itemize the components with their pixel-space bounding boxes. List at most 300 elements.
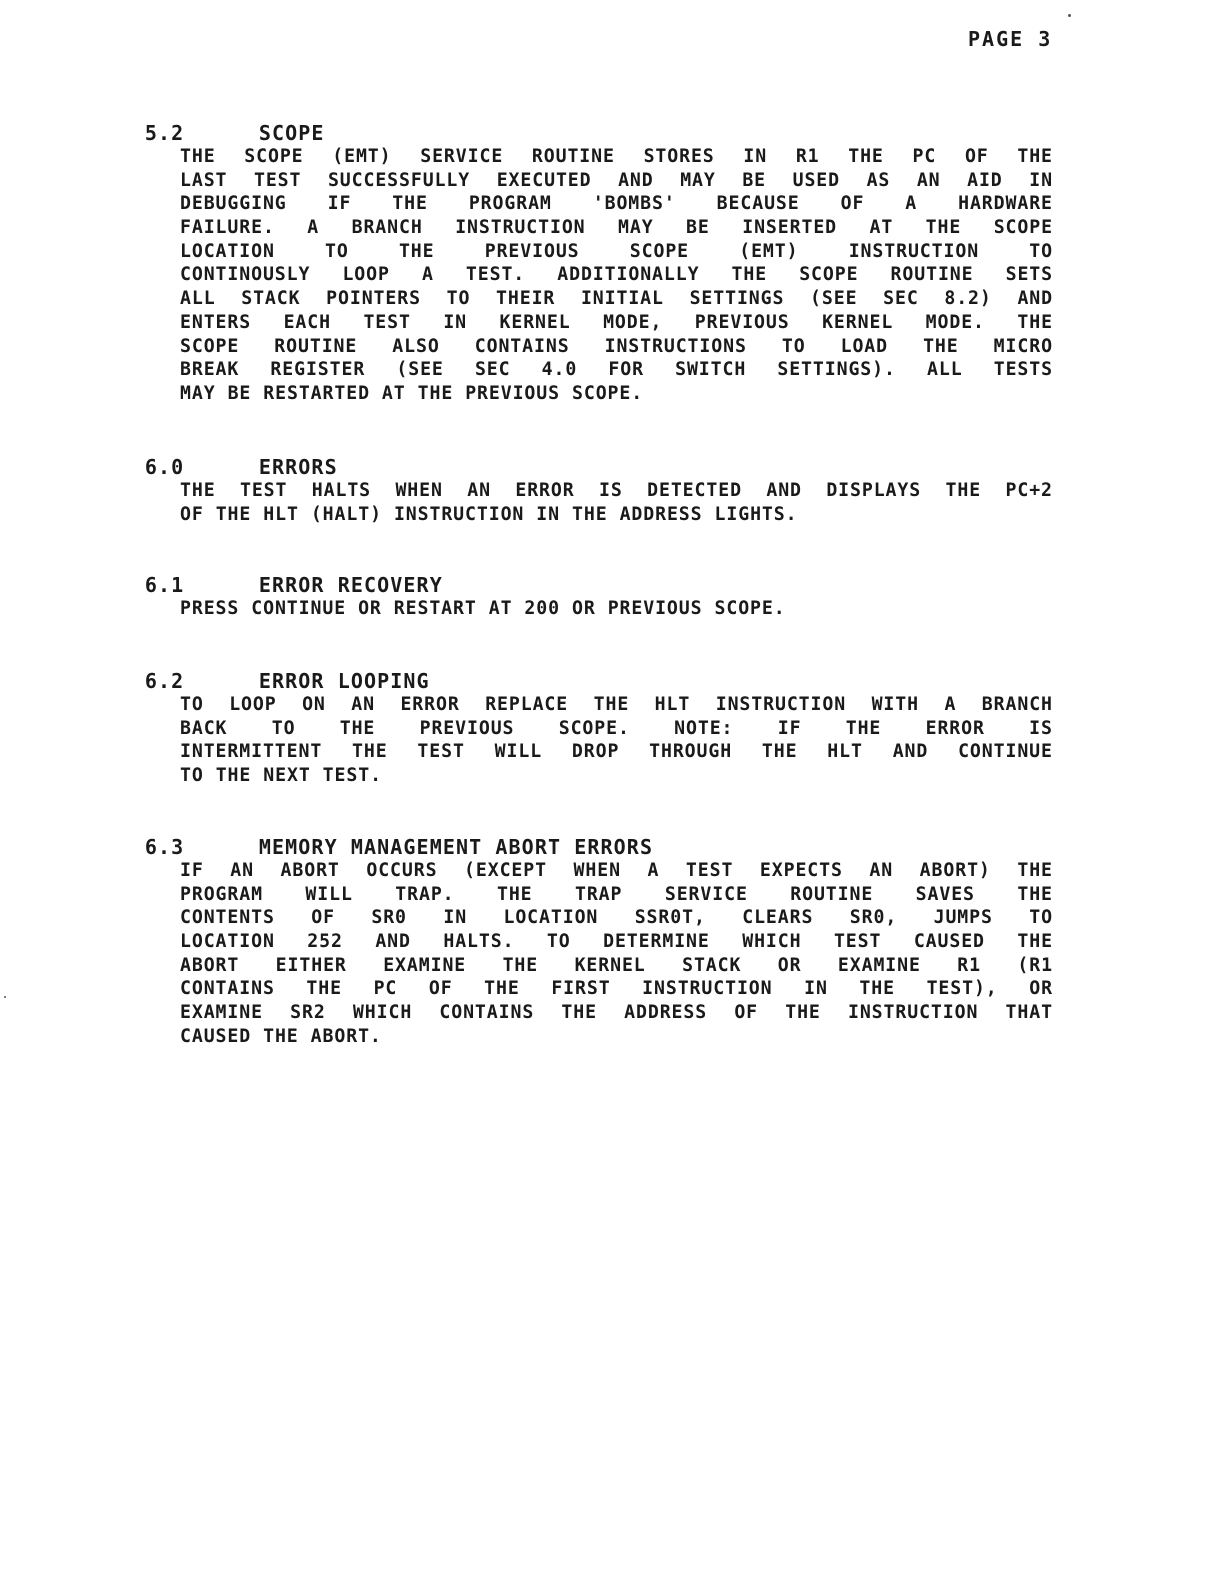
word: PREVIOUS — [419, 717, 515, 739]
section-6-2-error-looping — [66, 645, 1066, 788]
scan-speck — [4, 996, 6, 998]
word: THE — [484, 978, 520, 1000]
word: EXAMINE — [837, 954, 921, 976]
word: IF — [777, 717, 802, 739]
word: EXPECTS — [759, 860, 843, 881]
word: WITH — [871, 694, 919, 715]
section-heading — [66, 431, 1066, 479]
text-line — [180, 1025, 1053, 1049]
word: AN — [916, 169, 941, 191]
word: RESTART — [393, 598, 477, 619]
word: BACK — [180, 717, 228, 739]
word: A — [905, 193, 918, 215]
word: OR — [571, 598, 596, 619]
text-line — [180, 764, 1053, 788]
word: 200 — [524, 598, 560, 619]
word: IS — [1029, 717, 1053, 739]
word: AT — [381, 382, 406, 404]
word: EACH — [283, 311, 331, 333]
word: ROUTINE — [890, 264, 974, 286]
word: THE — [945, 480, 982, 501]
word: THE — [263, 1025, 299, 1047]
word: TEST. — [465, 264, 526, 286]
word: THE — [1017, 931, 1053, 953]
word: THE — [180, 146, 216, 167]
word: WHICH — [352, 1002, 413, 1024]
section-heading — [66, 549, 1066, 597]
word: INSERTED — [742, 217, 838, 239]
word: TEST — [417, 741, 465, 763]
word: A — [421, 264, 434, 286]
text-line — [180, 335, 1053, 359]
word: TEST — [239, 480, 288, 501]
word: INSTRUCTION — [847, 1002, 979, 1024]
page-number: PAGE 3 — [968, 27, 1053, 51]
word: ERROR — [400, 694, 460, 715]
section-number: 6.1 — [144, 573, 185, 597]
word: TO — [781, 335, 806, 357]
word: LAST — [180, 169, 228, 191]
word: 8.2) — [944, 288, 992, 310]
word: MAY — [180, 382, 216, 404]
word: THE — [398, 240, 435, 262]
word: AND — [1017, 288, 1053, 310]
word: ABORT. — [310, 1025, 382, 1047]
word: THE — [496, 883, 533, 905]
section-body — [180, 145, 1053, 406]
section-title: MEMORY MANAGEMENT ABORT ERRORS — [258, 835, 654, 859]
section-body — [180, 859, 1053, 1049]
word: IN — [536, 503, 560, 525]
word: SERVICE — [420, 146, 504, 167]
word: THE — [417, 382, 454, 404]
word: 4.0 — [541, 359, 578, 381]
word: SEC — [474, 359, 511, 381]
word: BE — [742, 169, 767, 191]
word: STACK — [241, 288, 301, 310]
word: ADDRESS — [624, 1002, 708, 1024]
word: USED — [792, 169, 840, 191]
section-6-0-errors — [66, 431, 1066, 526]
text-line — [180, 1001, 1053, 1025]
word: CLEARS — [742, 907, 814, 929]
word: LOCATION — [180, 240, 275, 262]
word: STACK — [682, 954, 742, 976]
word: PROGRAM — [180, 883, 263, 905]
word: OF — [311, 907, 335, 929]
word: THE — [593, 694, 630, 715]
word: MAY — [680, 169, 716, 191]
word: TEST — [253, 169, 302, 191]
word: BE — [227, 382, 252, 404]
word: ABORT — [180, 954, 240, 976]
word: DISPLAYS — [826, 480, 922, 501]
word: AS — [866, 169, 891, 191]
word: THE — [339, 717, 376, 739]
text-line — [180, 930, 1053, 954]
word: TO — [546, 931, 571, 953]
word: INTERMITTENT — [180, 741, 323, 763]
word: OF — [964, 146, 989, 167]
word: SERVICE — [664, 883, 748, 905]
text-line — [180, 479, 1053, 503]
word: A — [307, 217, 320, 239]
word: PC+2 — [1005, 480, 1053, 501]
word: LOAD — [840, 335, 889, 357]
section-number: 6.3 — [144, 835, 185, 859]
word: EXAMINE — [180, 1002, 263, 1024]
word: OF — [734, 1002, 759, 1024]
word: SCOPE — [180, 335, 240, 357]
word: MODE. — [925, 311, 985, 333]
text-line — [180, 240, 1053, 264]
word: HLT — [827, 741, 863, 763]
word: (EXCEPT — [464, 860, 547, 881]
word: LIGHTS. — [714, 503, 798, 525]
word: AND — [766, 480, 802, 501]
word: ERROR — [925, 717, 985, 739]
word: SWITCH — [675, 359, 747, 381]
word: THE — [785, 1002, 821, 1024]
word: IS — [599, 480, 623, 501]
word: LOCATION — [180, 931, 275, 953]
word: SCOPE. — [572, 382, 644, 404]
word: PREVIOUS — [465, 382, 560, 404]
word: (EMT) — [739, 240, 799, 262]
text-line — [180, 906, 1053, 930]
word: 252 — [307, 931, 343, 953]
word: PC — [912, 146, 937, 167]
word: THE — [352, 741, 388, 763]
word: ENTERS — [180, 311, 252, 333]
word: AND — [618, 169, 654, 191]
section-number: 6.0 — [144, 455, 185, 479]
word: EXAMINE — [383, 954, 467, 976]
word: WHEN — [395, 480, 443, 501]
word: TO — [446, 288, 471, 310]
word: PRESS — [180, 598, 240, 619]
scan-speck — [1068, 14, 1071, 17]
word: CONTINUE — [958, 741, 1053, 763]
word: THROUGH — [649, 741, 733, 763]
word: DEBUGGING — [180, 193, 287, 215]
word: ALL — [180, 288, 216, 310]
word: TEST — [833, 931, 882, 953]
section-6-3-memory-management-abort-errors — [66, 811, 1066, 1049]
section-heading — [66, 811, 1066, 859]
word: BRANCH — [981, 694, 1053, 715]
word: TO — [180, 694, 204, 715]
word: INSTRUCTION — [642, 978, 773, 1000]
word: CAUSED — [180, 1025, 252, 1047]
word: CAUSED — [913, 931, 985, 953]
text-line — [180, 954, 1053, 978]
word: DETECTED — [647, 480, 742, 501]
word: OF — [180, 503, 204, 525]
word: IF — [327, 193, 352, 215]
word: IN — [1029, 169, 1053, 191]
word: THE — [392, 193, 428, 215]
word: DETERMINE — [603, 931, 710, 953]
word: HLT — [263, 503, 299, 525]
word: SCOPE — [629, 240, 690, 262]
word: SCOPE. — [558, 717, 630, 739]
word: THE — [572, 503, 608, 525]
word: (SEE — [396, 359, 444, 381]
word: THE — [925, 217, 962, 239]
word: TO — [180, 765, 204, 787]
word: TRAP — [574, 883, 623, 905]
section-5-2-scope — [66, 97, 1066, 406]
word: RESTARTED — [263, 382, 370, 404]
word: PC — [373, 978, 398, 1000]
word: (SEE — [810, 288, 858, 310]
word: HALTS — [311, 480, 372, 501]
word: AN — [351, 694, 375, 715]
word: OF — [428, 978, 453, 1000]
text-line — [180, 192, 1053, 216]
word: ABORT — [280, 860, 340, 881]
text-line — [180, 717, 1053, 741]
word: SR0 — [371, 907, 407, 929]
word: MAY — [618, 217, 654, 239]
word: (HALT) — [310, 503, 382, 525]
word: IN — [743, 146, 768, 167]
word: THE — [731, 264, 768, 286]
word: OR — [358, 598, 382, 619]
word: CONTAINS — [439, 1002, 535, 1024]
word: AN — [869, 860, 894, 881]
section-title: SCOPE — [258, 121, 325, 145]
word: LOOP — [229, 694, 277, 715]
word: THE — [502, 954, 539, 976]
text-line — [180, 859, 1053, 883]
word: AND — [892, 741, 929, 763]
word: IN — [443, 311, 468, 333]
word: TO — [271, 717, 296, 739]
word: FIRST — [551, 978, 611, 1000]
word: THE — [306, 978, 342, 1000]
word: ALL — [927, 359, 963, 381]
word: THE — [923, 335, 959, 357]
word: THAT — [1005, 1002, 1053, 1024]
word: BE — [686, 217, 710, 239]
word: THE — [215, 503, 252, 525]
word: ADDRESS — [619, 503, 703, 525]
word: (EMT) — [332, 146, 392, 167]
word: ROUTINE — [274, 335, 358, 357]
word: HALTS. — [443, 931, 515, 953]
word: ABORT) — [919, 860, 991, 881]
text-line — [180, 287, 1053, 311]
word: R1 — [795, 146, 820, 167]
word: PROGRAM — [468, 193, 552, 215]
word: ROUTINE — [790, 883, 874, 905]
word: CONTINUE — [251, 598, 347, 619]
word: SETS — [1005, 264, 1053, 286]
section-number: 5.2 — [144, 121, 185, 145]
word: THE — [215, 765, 252, 787]
text-line — [180, 740, 1053, 764]
section-number: 6.2 — [144, 669, 185, 693]
word: THE — [1017, 860, 1053, 881]
word: AN — [467, 480, 491, 501]
word: SETTINGS — [689, 288, 785, 310]
word: THE — [1017, 311, 1053, 333]
section-heading — [66, 97, 1066, 145]
word: KERNEL — [574, 954, 646, 976]
word: KERNEL — [499, 311, 571, 333]
word: CONTAINS — [474, 335, 570, 357]
word: INSTRUCTION — [393, 503, 525, 525]
word: HARDWARE — [958, 193, 1053, 215]
word: AND — [375, 931, 411, 953]
word: OCCURS — [366, 860, 438, 881]
word: A — [647, 860, 660, 881]
word: STORES — [643, 146, 715, 167]
word: SCOPE — [244, 146, 304, 167]
word: (R1 — [1017, 954, 1053, 976]
text-line — [180, 977, 1053, 1001]
section-body — [180, 479, 1053, 526]
word: TO — [1029, 240, 1053, 262]
section-title: ERRORS — [258, 455, 338, 479]
word: THE — [180, 480, 216, 501]
word: THE — [859, 978, 895, 1000]
word: MICRO — [993, 335, 1053, 357]
word: SR0, — [849, 907, 898, 929]
section-body — [180, 693, 1053, 788]
word: CONTINOUSLY — [180, 264, 311, 286]
text-line — [180, 311, 1053, 335]
word: THE — [561, 1002, 597, 1024]
word: AT — [869, 217, 894, 239]
word: ERROR — [515, 480, 575, 501]
word: SEC — [883, 288, 919, 310]
word: SETTINGS). — [777, 359, 896, 381]
word: TEST), — [926, 978, 998, 1000]
word: TO — [1029, 907, 1053, 929]
word: ADDITIONALLY — [557, 264, 700, 286]
text-line — [180, 358, 1053, 382]
word: TRAP. — [395, 883, 455, 905]
word: AID — [967, 169, 1003, 191]
word: SUCCESSFULLY — [327, 169, 471, 191]
word: TO — [325, 240, 349, 262]
word: AT — [488, 598, 513, 619]
text-line — [180, 169, 1053, 193]
word: MODE, — [603, 311, 663, 333]
word: PREVIOUS — [484, 240, 580, 262]
word: SCOPE — [993, 217, 1053, 239]
word: HLT — [654, 694, 691, 715]
word: THE — [1017, 883, 1053, 905]
word: SCOPE. — [714, 598, 786, 619]
word: BECAUSE — [716, 193, 800, 215]
section-6-1-error-recovery — [66, 549, 1066, 621]
word: DROP — [571, 741, 620, 763]
word: IN — [443, 907, 468, 929]
word: LOOP — [342, 264, 390, 286]
word: INSTRUCTION — [848, 240, 980, 262]
word: WHICH — [742, 931, 802, 953]
word: FOR — [608, 359, 644, 381]
word: OR — [1029, 978, 1053, 1000]
word: THE — [1017, 146, 1053, 167]
word: FAILURE. — [180, 217, 275, 239]
word: EITHER — [275, 954, 347, 976]
word: INITIAL — [580, 288, 664, 310]
text-line — [180, 597, 1053, 621]
section-title: ERROR LOOPING — [258, 669, 430, 693]
word: SCOPE — [799, 264, 859, 286]
word: 'BOMBS' — [592, 193, 676, 215]
word: IF — [180, 860, 204, 881]
word: THE — [761, 741, 798, 763]
word: WILL — [305, 883, 353, 905]
text-line — [180, 145, 1053, 169]
word: PREVIOUS — [607, 598, 703, 619]
word: TEST — [363, 311, 411, 333]
word: TEST. — [322, 765, 382, 787]
word: KERNEL — [822, 311, 894, 333]
text-line — [180, 216, 1053, 240]
word: BREAK — [180, 359, 240, 381]
word: ROUTINE — [531, 146, 615, 167]
word: POINTERS — [326, 288, 421, 310]
word: CONTENTS — [180, 907, 275, 929]
word: INSTRUCTION — [715, 694, 847, 715]
word: SSR0T, — [634, 907, 706, 929]
word: INSTRUCTIONS — [604, 335, 747, 357]
word: INSTRUCTION — [455, 217, 586, 239]
word: SR2 — [290, 1002, 326, 1024]
word: BRANCH — [351, 217, 423, 239]
word: PREVIOUS — [694, 311, 790, 333]
text-line — [180, 503, 1053, 527]
word: A — [944, 694, 957, 715]
word: JUMPS — [933, 907, 993, 929]
text-line — [180, 693, 1053, 717]
text-line — [180, 263, 1053, 287]
word: ON — [302, 694, 326, 715]
word: SAVES — [915, 883, 975, 905]
text-line — [180, 883, 1053, 907]
word: TEST — [685, 860, 734, 881]
word: THE — [848, 146, 884, 167]
word: R1 — [957, 954, 981, 976]
word: OF — [840, 193, 865, 215]
section-title: ERROR RECOVERY — [258, 573, 443, 597]
section-heading — [66, 645, 1066, 693]
word: REPLACE — [485, 694, 569, 715]
word: CONTAINS — [180, 978, 275, 1000]
word: WHEN — [573, 860, 621, 881]
word: LOCATION — [503, 907, 599, 929]
word: IN — [804, 978, 828, 1000]
word: OR — [777, 954, 802, 976]
word: NOTE: — [674, 717, 734, 739]
word: WILL — [494, 741, 543, 763]
word: TESTS — [993, 359, 1053, 381]
text-line — [180, 382, 1053, 406]
section-body — [180, 597, 1053, 621]
word: THEIR — [496, 288, 556, 310]
word: EXECUTED — [496, 169, 592, 191]
word: ALSO — [392, 335, 440, 357]
word: REGISTER — [270, 359, 366, 381]
word: AN — [230, 860, 254, 881]
